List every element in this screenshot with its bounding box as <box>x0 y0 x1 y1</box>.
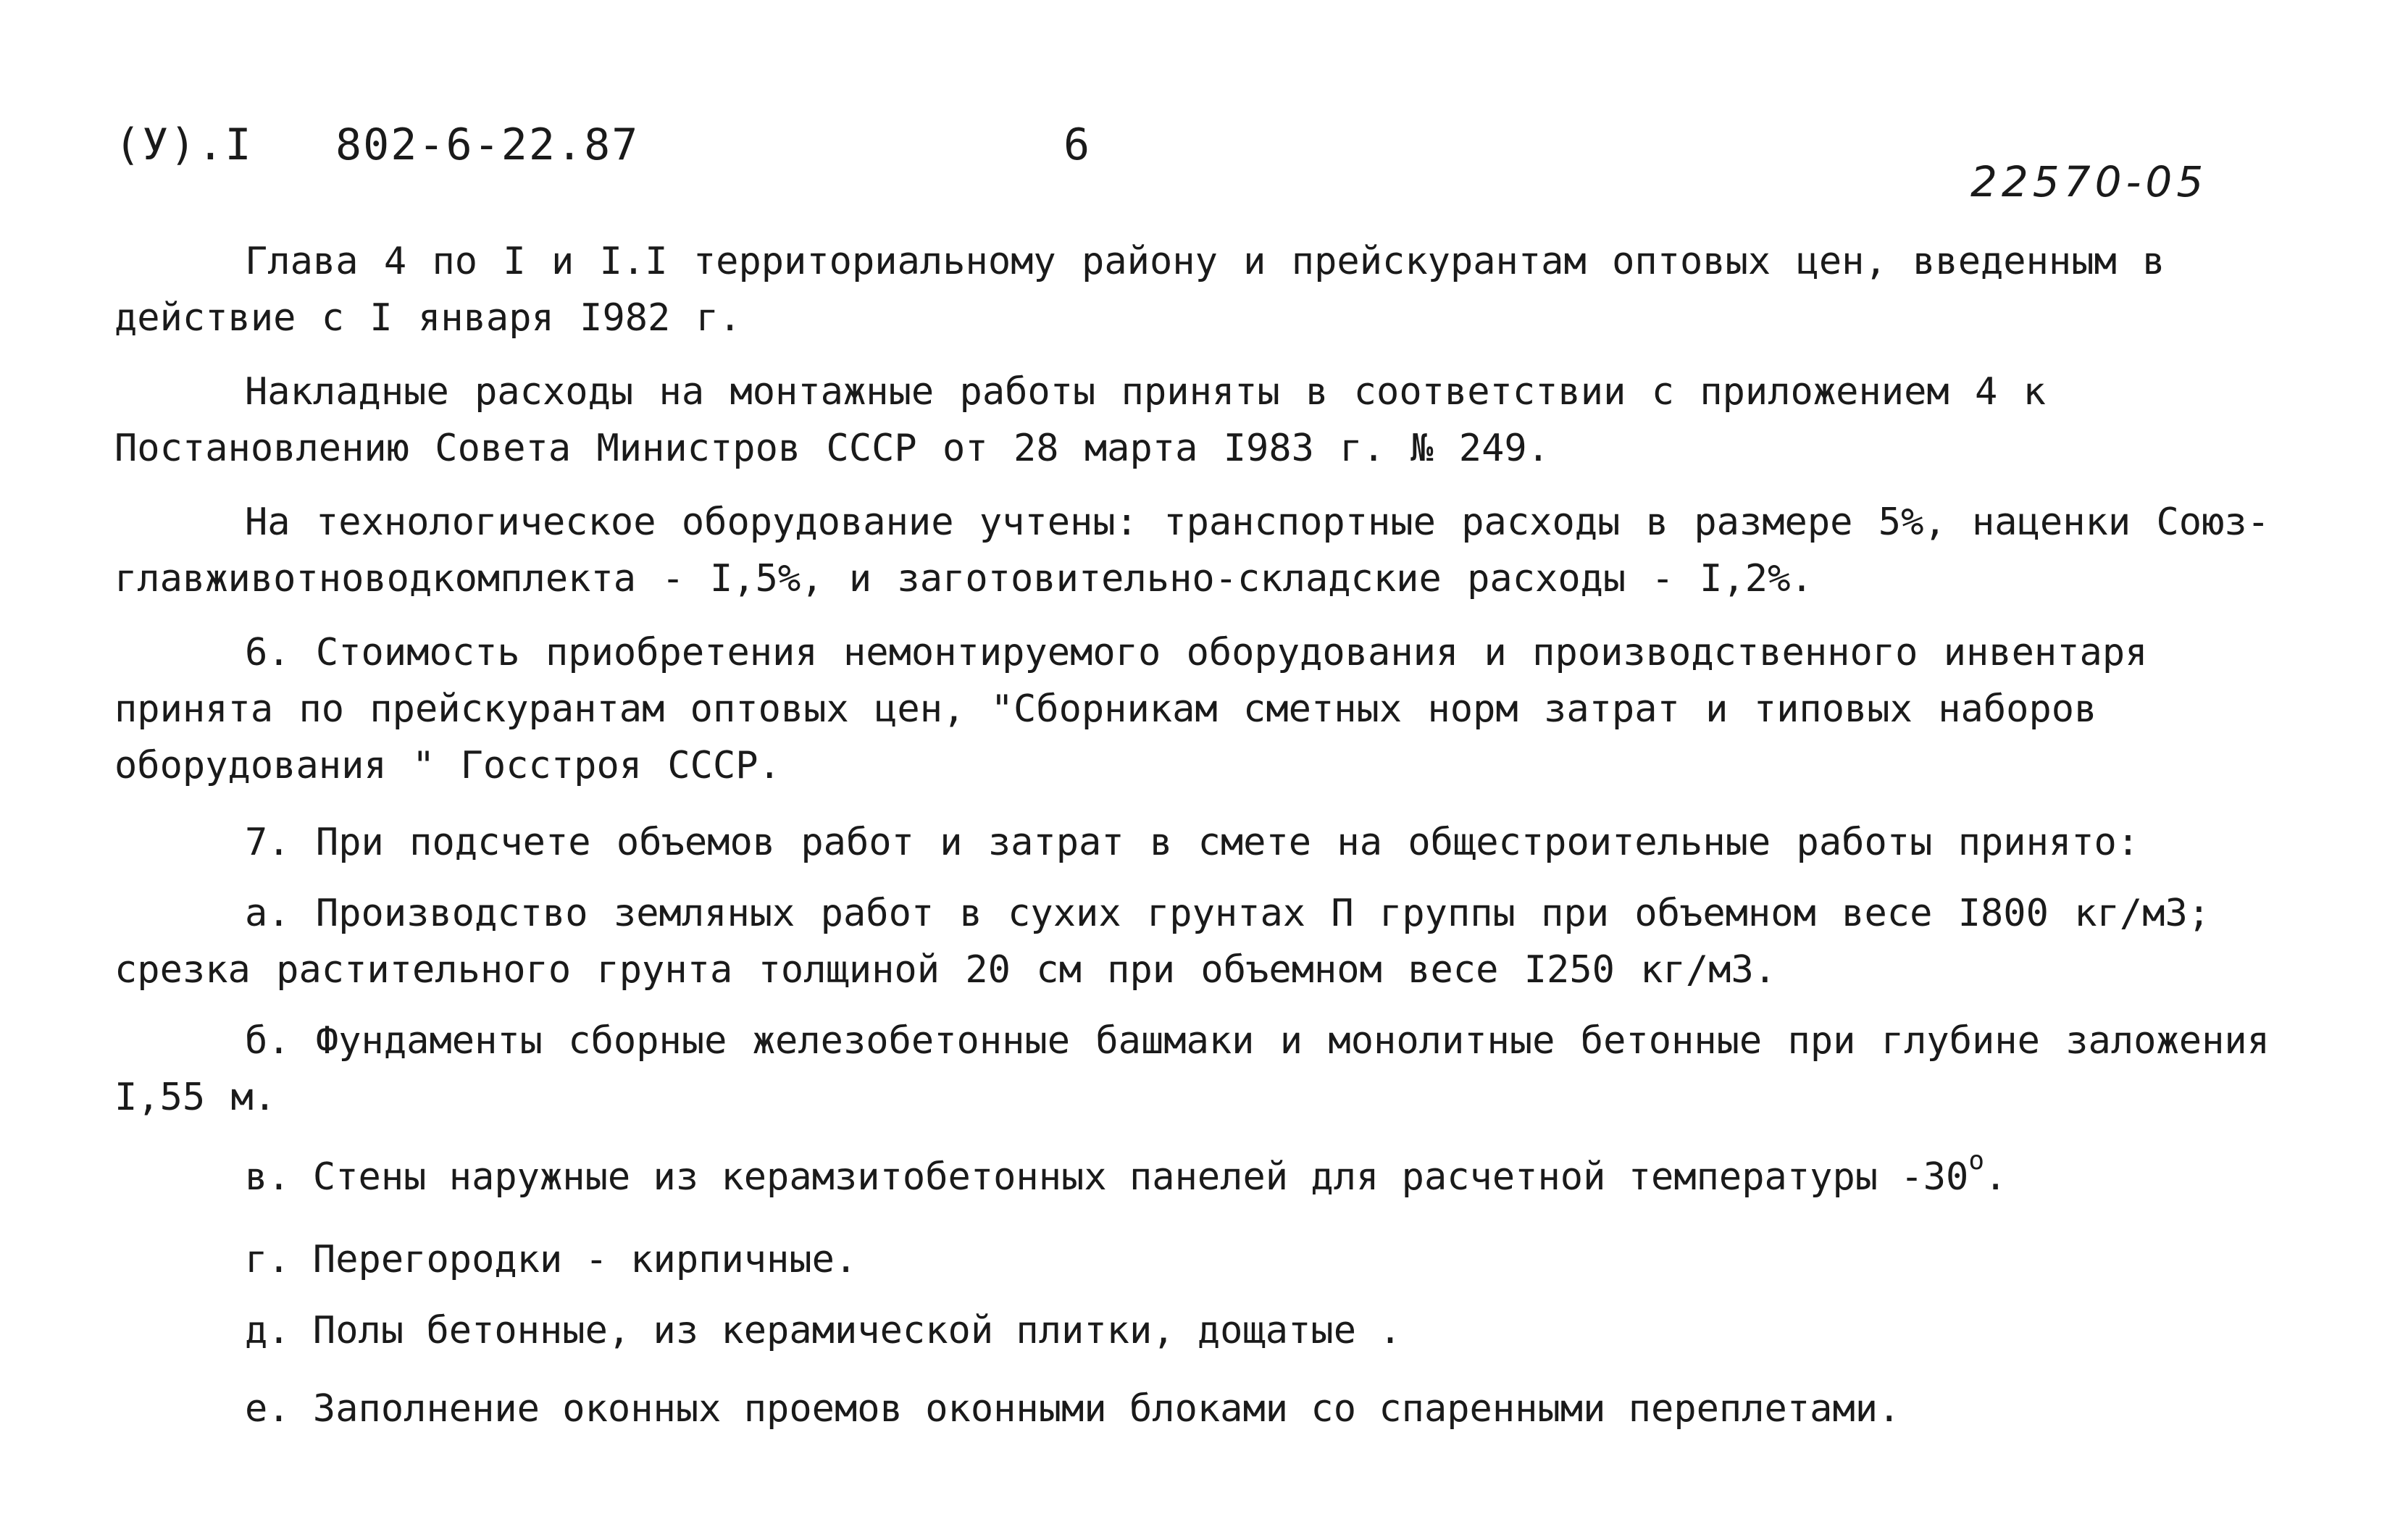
paragraph-item-g: г. Перегородки - кирпичные. <box>245 1238 858 1281</box>
paragraph-text: б. Фундаменты сборные железобетонные башмаки и монолитные бетонные при глубине заложения I,55 м. <box>114 1019 2270 1119</box>
page-number: 6 <box>1063 120 1090 170</box>
paragraph-item-b <box>114 1013 2302 1126</box>
paragraph-text: 7. При подсчете объемов работ и затрат в смете на общестроительные работы принято: <box>245 821 2140 864</box>
document-code: (У).I 802-6-22.87 <box>114 120 640 170</box>
paragraph-item-7 <box>114 814 2302 871</box>
paragraph-text: а. Производство земляных работ в сухих грунтах П группы при объемном весе I800 кг/м3; срезка растительного грунта толщиной 20 см при объемном весе I250 кг/м3. <box>114 892 2211 992</box>
paragraph-item-6 <box>114 624 2302 794</box>
paragraph-text: На технологическое оборудование учтены: транспортные расходы в размере 5%, наценки Союз-главживотноводкомплекта - I,5%, и заготовительно-складские расходы - I,2%. <box>114 501 2270 600</box>
paragraph-item-a <box>114 885 2302 998</box>
paragraph-text: 6. Стоимость приобретения немонтируемого оборудования и производственного инвентаря принята по прейскурантам оптовых цен, "Сборникам сметных норм затрат и типовых наборов оборудования " Госстроя СССР. <box>114 631 2148 787</box>
paragraph-item-v <box>245 1146 2007 1205</box>
paragraph-item-e: е. Заполнение оконных проемов оконными блоками со спаренными переплетами. <box>245 1387 1901 1431</box>
paragraph-end: . <box>1984 1155 2007 1199</box>
paragraph-equipment-costs <box>114 494 2302 607</box>
paragraph-text: Накладные расходы на монтажные работы приняты в соответствии с приложением 4 к Постановлению Совета Министров СССР от 28 марта I983 г. № 249. <box>114 370 2046 470</box>
paragraph-overhead-costs <box>114 364 2302 477</box>
paragraph-chapter-4 <box>114 233 2302 346</box>
paragraph-text: в. Стены наружные из керамзитобетонных панелей для расчетной температуры -30 <box>245 1155 1969 1199</box>
paragraph-text: Глава 4 по I и I.I территориальному району и прейскурантам оптовых цен, введенным в действие с I января I982 г. <box>114 240 2165 340</box>
degree-sign: о <box>1968 1146 1984 1176</box>
paragraph-item-d: д. Полы бетонные, из керамической плитки, дощатые . <box>245 1309 1402 1352</box>
registry-number: 22570-05 <box>1970 157 2208 206</box>
